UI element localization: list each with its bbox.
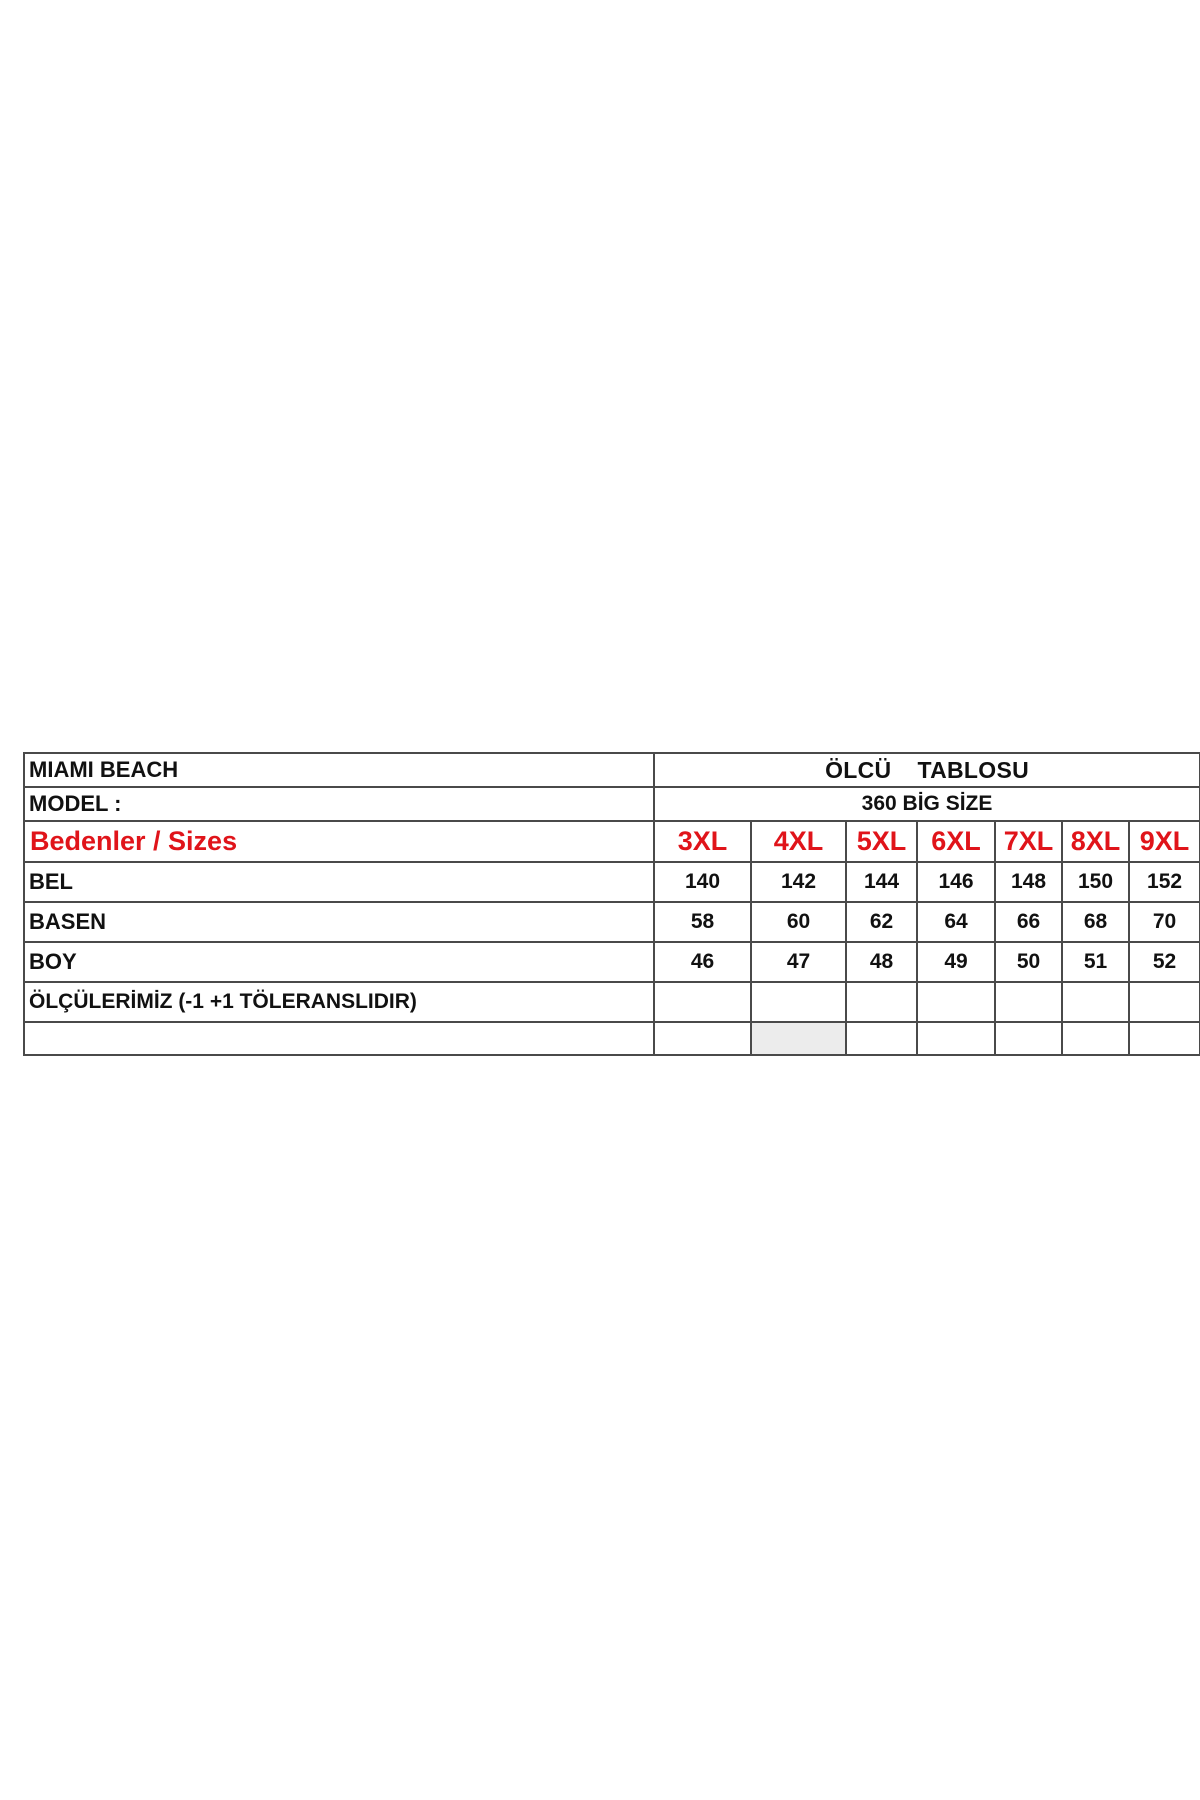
chart-title bbox=[654, 753, 1200, 787]
measurement-value: 46 bbox=[654, 942, 751, 982]
measurement-value: 62 bbox=[846, 902, 917, 942]
measurement-value: 49 bbox=[917, 942, 995, 982]
measurement-value: 50 bbox=[995, 942, 1062, 982]
empty-cell bbox=[917, 1022, 995, 1055]
size-header: 3XL bbox=[654, 821, 751, 862]
measurement-value: 146 bbox=[917, 862, 995, 902]
measurement-row-basen bbox=[24, 902, 1200, 942]
brand-name: MIAMI BEACH bbox=[24, 753, 654, 787]
model-label: MODEL : bbox=[24, 787, 654, 821]
size-header: 4XL bbox=[751, 821, 846, 862]
size-header: 5XL bbox=[846, 821, 917, 862]
measurement-value: 66 bbox=[995, 902, 1062, 942]
measurement-value: 47 bbox=[751, 942, 846, 982]
empty-cell bbox=[654, 1022, 751, 1055]
measurement-value: 152 bbox=[1129, 862, 1200, 902]
tolerance-note-row bbox=[24, 982, 1200, 1022]
measurement-value: 51 bbox=[1062, 942, 1129, 982]
measurement-row-boy bbox=[24, 942, 1200, 982]
title-row bbox=[24, 753, 1200, 787]
measurement-value: 64 bbox=[917, 902, 995, 942]
size-header: 8XL bbox=[1062, 821, 1129, 862]
measurement-label: BASEN bbox=[24, 902, 654, 942]
size-header: 9XL bbox=[1129, 821, 1200, 862]
measurement-value: 60 bbox=[751, 902, 846, 942]
measurement-value: 144 bbox=[846, 862, 917, 902]
measurement-value: 150 bbox=[1062, 862, 1129, 902]
sizes-header-row bbox=[24, 821, 1200, 862]
measurement-value: 52 bbox=[1129, 942, 1200, 982]
empty-cell bbox=[1129, 1022, 1200, 1055]
empty-cell bbox=[995, 982, 1062, 1022]
empty-cell bbox=[846, 1022, 917, 1055]
measurement-value: 142 bbox=[751, 862, 846, 902]
empty-row bbox=[24, 1022, 1200, 1055]
measurement-value: 68 bbox=[1062, 902, 1129, 942]
size-chart-table bbox=[23, 752, 1200, 1056]
empty-cell bbox=[1062, 982, 1129, 1022]
empty-cell bbox=[917, 982, 995, 1022]
empty-cell bbox=[654, 982, 751, 1022]
measurement-value: 70 bbox=[1129, 902, 1200, 942]
empty-cell bbox=[995, 1022, 1062, 1055]
measurement-value: 48 bbox=[846, 942, 917, 982]
chart-title-part1: ÖLCÜ bbox=[825, 756, 892, 783]
measurement-value: 58 bbox=[654, 902, 751, 942]
model-value: 360 BİG SİZE bbox=[654, 787, 1200, 821]
empty-cell bbox=[846, 982, 917, 1022]
measurement-label: BEL bbox=[24, 862, 654, 902]
chart-title-part2: TABLOSU bbox=[917, 756, 1029, 783]
model-row bbox=[24, 787, 1200, 821]
sizes-label: Bedenler / Sizes bbox=[24, 821, 654, 862]
empty-cell bbox=[1062, 1022, 1129, 1055]
measurement-value: 148 bbox=[995, 862, 1062, 902]
empty-cell bbox=[751, 982, 846, 1022]
measurement-label: BOY bbox=[24, 942, 654, 982]
size-header: 6XL bbox=[917, 821, 995, 862]
measurement-row-bel bbox=[24, 862, 1200, 902]
empty-cell bbox=[1129, 982, 1200, 1022]
tolerance-note: ÖLÇÜLERİMİZ (-1 +1 TÖLERANSLIDIR) bbox=[24, 982, 654, 1022]
empty-cell bbox=[751, 1022, 846, 1055]
size-header: 7XL bbox=[995, 821, 1062, 862]
measurement-value: 140 bbox=[654, 862, 751, 902]
empty-cell bbox=[24, 1022, 654, 1055]
